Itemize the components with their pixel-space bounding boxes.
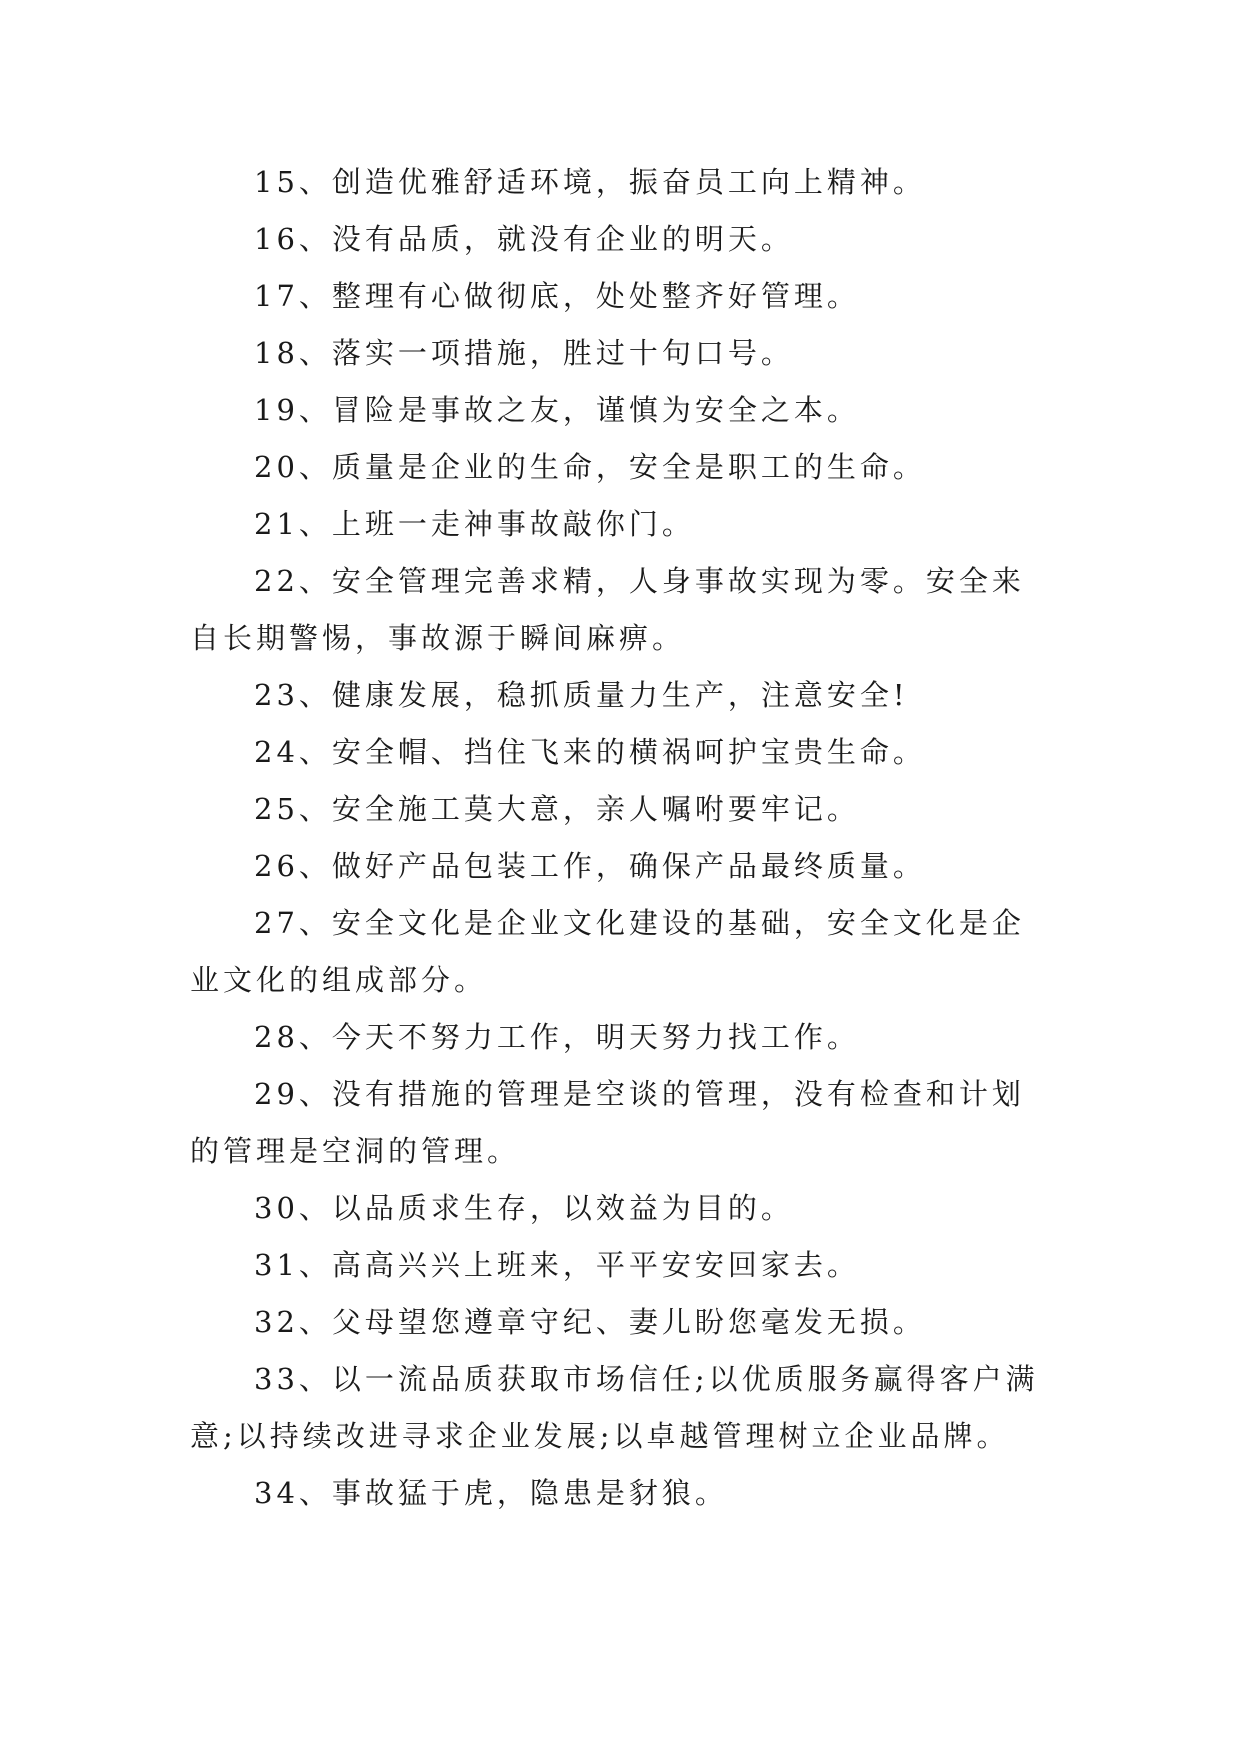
slogan-paragraph: 30、以品质求生存，以效益为目的。 (254, 1191, 794, 1225)
slogan-paragraph: 18、落实一项措施，胜过十句口号。 (254, 336, 794, 370)
slogan-paragraph: 33、以一流品质获取市场信任;以优质服务赢得客户满意;以持续改进寻求企业发展;以卓越管理树立企业品牌。 (190, 1362, 1039, 1453)
slogan-paragraph: 32、父母望您遵章守纪、妻儿盼您毫发无损。 (254, 1305, 926, 1339)
slogan-paragraph: 23、健康发展，稳抓质量力生产，注意安全! (254, 678, 909, 712)
slogan-paragraph: 31、高高兴兴上班来，平平安安回家去。 (254, 1248, 860, 1282)
slogan-list (190, 154, 1050, 1522)
slogan-paragraph: 25、安全施工莫大意，亲人嘱咐要牢记。 (254, 792, 860, 826)
slogan-paragraph: 19、冒险是事故之友，谨慎为安全之本。 (254, 393, 860, 427)
slogan-paragraph: 16、没有品质，就没有企业的明天。 (254, 222, 794, 256)
slogan-paragraph: 29、没有措施的管理是空谈的管理，没有检查和计划的管理是空洞的管理。 (190, 1077, 1025, 1168)
slogan-paragraph: 28、今天不努力工作，明天努力找工作。 (254, 1020, 860, 1054)
slogan-paragraph: 17、整理有心做彻底，处处整齐好管理。 (254, 279, 860, 313)
slogan-paragraph: 20、质量是企业的生命，安全是职工的生命。 (254, 450, 926, 484)
slogan-paragraph: 34、事故猛于虎，隐患是豺狼。 (254, 1476, 728, 1510)
slogan-paragraph: 22、安全管理完善求精，人身事故实现为零。安全来自长期警惕，事故源于瞬间麻痹。 (190, 564, 1025, 655)
slogan-paragraph: 15、创造优雅舒适环境，振奋员工向上精神。 (254, 165, 926, 199)
slogan-paragraph: 21、上班一走神事故敲你门。 (254, 507, 695, 541)
slogan-paragraph: 27、安全文化是企业文化建设的基础，安全文化是企业文化的组成部分。 (190, 906, 1025, 997)
slogan-paragraph: 26、做好产品包装工作，确保产品最终质量。 (254, 849, 926, 883)
slogan-paragraph: 24、安全帽、挡住飞来的横祸呵护宝贵生命。 (254, 735, 926, 769)
